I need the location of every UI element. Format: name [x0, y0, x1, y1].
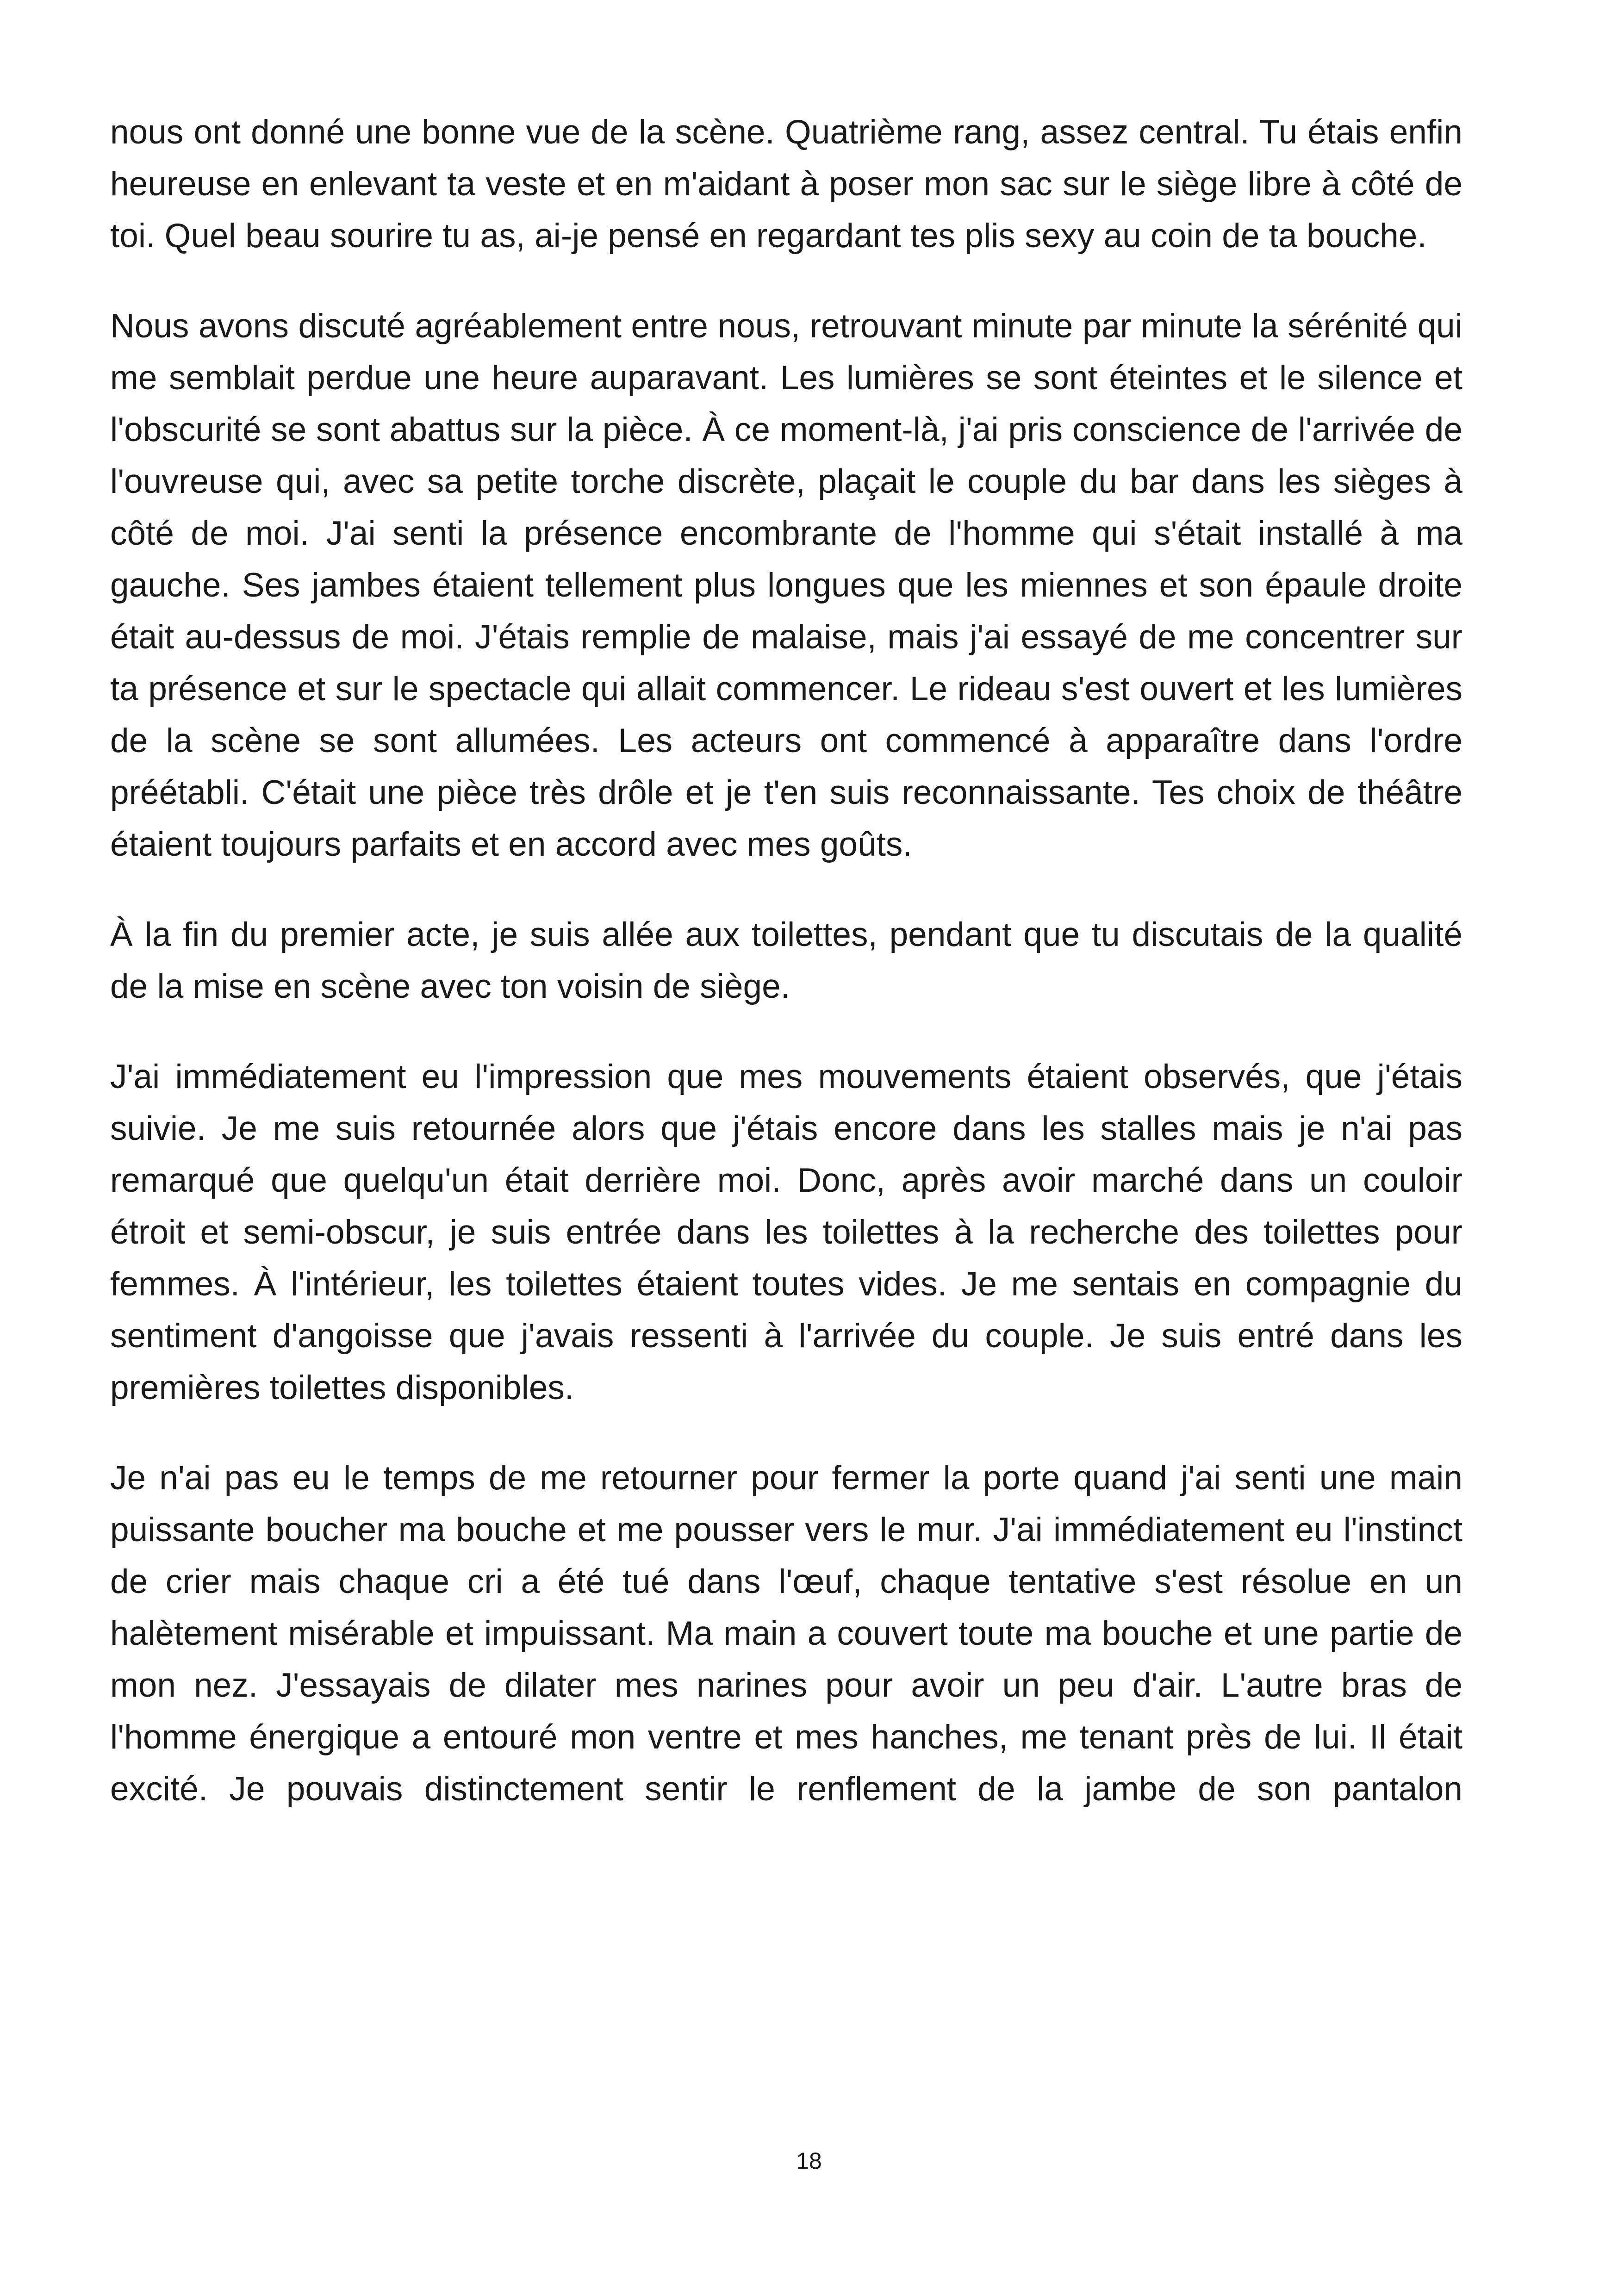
- page-number: 18: [796, 2148, 822, 2174]
- body-text: [110, 106, 1462, 1854]
- paragraph-2: Nous avons discuté agréablement entre nous, retrouvant minute par minute la sérénité qui me semblait perdue une heure auparavant. Les lumières se sont éteintes et le silence et l'obscurité se sont abattus sur la pièce. À ce moment-là, j'ai pris conscience de l'arrivée de l'ouvreuse qui, avec sa petite torche discrète, plaçait le couple du bar dans les sièges à côté de moi. J'ai senti la présence encombrante de l'homme qui s'était installé à ma gauche. Ses jambes étaient tellement plus longues que les miennes et son épaule droite était au-dessus de moi. J'étais remplie de malaise, mais j'ai essayé de me concentrer sur ta présence et sur le spectacle qui allait commencer. Le rideau s'est ouvert et les lumières de la scène se sont allumées. Les acteurs ont commencé à apparaître dans l'ordre préétabli. C'était une pièce très drôle et je t'en suis reconnaissante. Tes choix de théâtre étaient toujours parfaits et en accord avec mes goûts.: [110, 307, 1462, 863]
- paragraph-4: J'ai immédiatement eu l'impression que mes mouvements étaient observés, que j'étais suivie. Je me suis retournée alors que j'étais encore dans les stalles mais je n'ai pas remarqué que quelqu'un était derrière moi. Donc, après avoir marché dans un couloir étroit et semi-obscur, je suis entrée dans les toilettes à la recherche des toilettes pour femmes. À l'intérieur, les toilettes étaient toutes vides. Je me sentais en compagnie du sentiment d'angoisse que j'avais ressenti à l'arrivée du couple. Je suis entré dans les premières toilettes disponibles.: [110, 1058, 1462, 1406]
- paragraph-5: Je n'ai pas eu le temps de me retourner pour fermer la porte quand j'ai senti une main puissante boucher ma bouche et me pousser vers le mur. J'ai immédiatement eu l'instinct de crier mais chaque cri a été tué dans l'œuf, chaque tentative s'est résolue en un halètement misérable et impuissant. Ma main a couvert toute ma bouche et une partie de mon nez. J'essayais de dilater mes narines pour avoir un peu d'air. L'autre bras de l'homme énergique a entouré mon ventre et mes hanches, me tenant près de lui. Il était excité. Je pouvais distinctement sentir le renflement de la jambe de son pantalon: [110, 1459, 1462, 1808]
- paragraph-1: nous ont donné une bonne vue de la scène. Quatrième rang, assez central. Tu étais enfin heureuse en enlevant ta veste et en m'aidant à poser mon sac sur le siège libre à côté de toi. Quel beau sourire tu as, ai-je pensé en regardant tes plis sexy au coin de ta bouche.: [110, 113, 1462, 255]
- paragraph-3: À la fin du premier acte, je suis allée aux toilettes, pendant que tu discutais de la qualité de la mise en scène avec ton voisin de siège.: [110, 916, 1462, 1005]
